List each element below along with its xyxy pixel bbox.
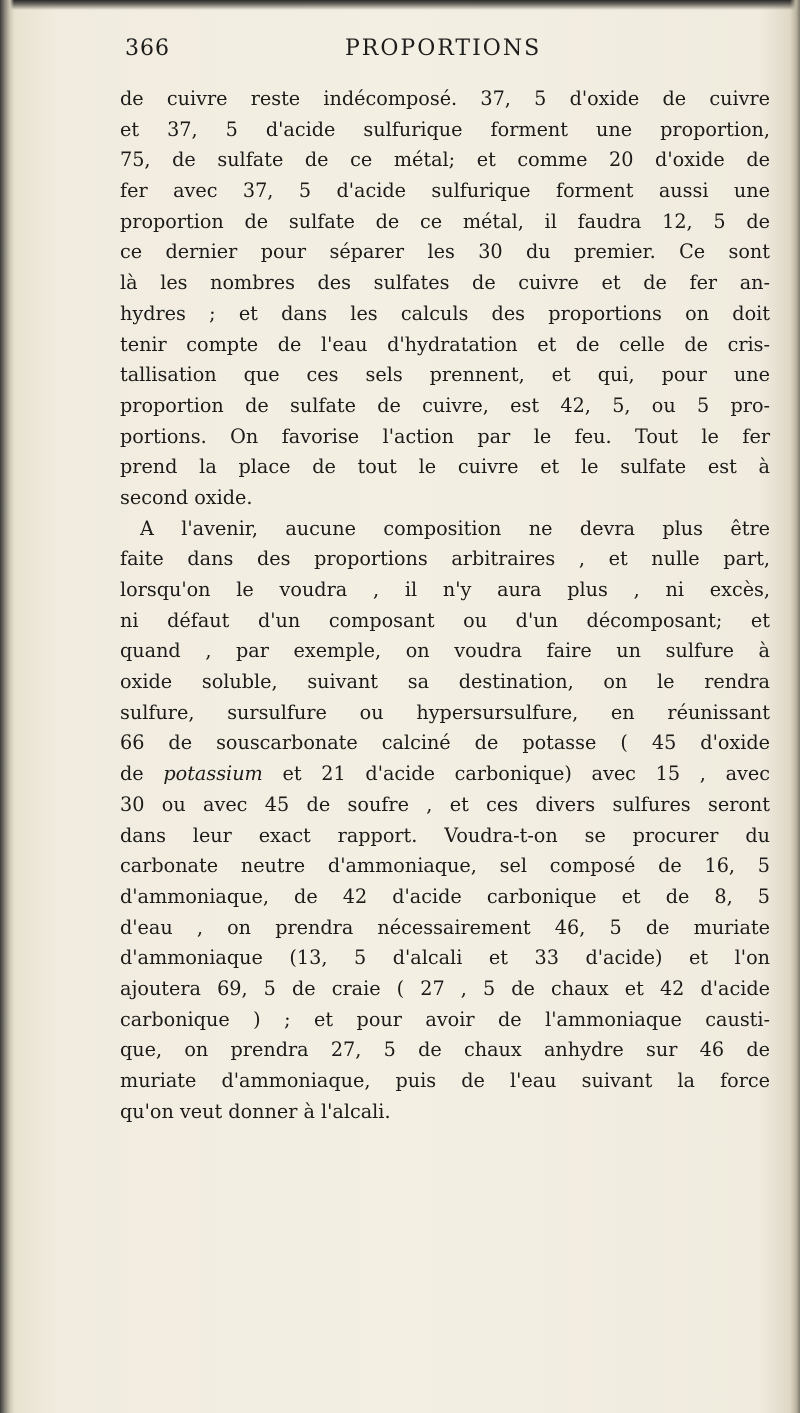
text-line: tallisation que ces sels prennent, et qui, pour une	[120, 363, 770, 387]
text-line: proportion de sulfate de ce métal, il faudra 12, 5 de	[120, 209, 770, 233]
text-line: 66 de souscarbonate calciné de potasse ( 45 d'oxide	[120, 731, 770, 755]
running-title: PROPORTIONS	[345, 36, 542, 61]
text-line: faite dans des proportions arbitraires , et nulle part,	[120, 547, 770, 571]
text-line: hydres ; et dans les calculs des proportions on doit	[120, 301, 770, 325]
text-line: portions. On favorise l'action par le feu. Tout le fer	[120, 424, 770, 448]
body-text	[120, 84, 770, 1127]
binding-gutter	[0, 0, 14, 1413]
text-line: dans leur exact rapport. Voudra-t-on se procurer du	[120, 823, 770, 847]
paragraph-end-line: qu'on veut donner à l'alcali.	[120, 1099, 391, 1123]
text-line: d'ammoniaque (13, 5 d'alcali et 33 d'acide) et l'on	[120, 946, 770, 970]
text-line: lorsqu'on le voudra , il n'y aura plus , ni excès,	[120, 578, 770, 601]
page-right-edge	[790, 0, 800, 1413]
top-edge-shadow	[0, 0, 800, 10]
text-line: proportion de sulfate de cuivre, est 42, 5, ou 5 pro-	[120, 393, 770, 417]
page-number: 366	[125, 36, 170, 61]
text-line: prend la place de tout le cuivre et le sulfate est à	[120, 455, 770, 479]
italic-word: potassium	[163, 762, 263, 786]
text-line: là les nombres des sulfates de cuivre et de fer an-	[120, 271, 770, 295]
text-line: tenir compte de l'eau d'hydratation et de celle de cris-	[120, 332, 770, 356]
text-line: carbonique ) ; et pour avoir de l'ammoniaque causti-	[120, 1007, 770, 1031]
text-line: 75, de sulfate de ce métal; et comme 20 d'oxide de	[120, 148, 770, 172]
paragraph-end-line: second oxide.	[120, 485, 253, 509]
text-line: de cuivre reste indécomposé. 37, 5 d'oxide de cuivre	[120, 87, 770, 110]
page-header	[125, 36, 765, 76]
text-line: d'ammoniaque, de 42 d'acide carbonique et de 8, 5	[120, 884, 770, 908]
line-suffix: et 21 d'acide carbonique) avec 15 , avec	[262, 762, 770, 786]
text-line: ajoutera 69, 5 de craie ( 27 , 5 de chaux et 42 d'acide	[120, 976, 770, 1000]
line-prefix: de	[120, 762, 164, 786]
text-line: muriate d'ammoniaque, puis de l'eau suivant la force	[120, 1069, 770, 1092]
text-line-with-italic	[120, 759, 770, 790]
paragraph-start-line: A l'avenir, aucune composition ne devra plus être	[140, 516, 770, 540]
text-line: que, on prendra 27, 5 de chaux anhydre sur 46 de	[120, 1038, 770, 1062]
text-line: ce dernier pour séparer les 30 du premier. Ce sont	[120, 240, 770, 264]
text-line: sulfure, sursulfure ou hypersursulfure, en réunissant	[120, 700, 770, 724]
text-line: 30 ou avec 45 de soufre , et ces divers sulfures seront	[120, 792, 770, 816]
text-line: ni défaut d'un composant ou d'un décomposant; et	[120, 608, 770, 632]
text-line: quand , par exemple, on voudra faire un sulfure à	[120, 639, 770, 663]
text-line: oxide soluble, suivant sa destination, on le rendra	[120, 670, 770, 694]
text-line: carbonate neutre d'ammoniaque, sel composé de 16, 5	[120, 854, 770, 878]
text-line: fer avec 37, 5 d'acide sulfurique forment aussi une	[120, 179, 770, 203]
text-line: d'eau , on prendra nécessairement 46, 5 de muriate	[120, 915, 770, 939]
text-line: et 37, 5 d'acide sulfurique forment une proportion,	[120, 117, 770, 141]
